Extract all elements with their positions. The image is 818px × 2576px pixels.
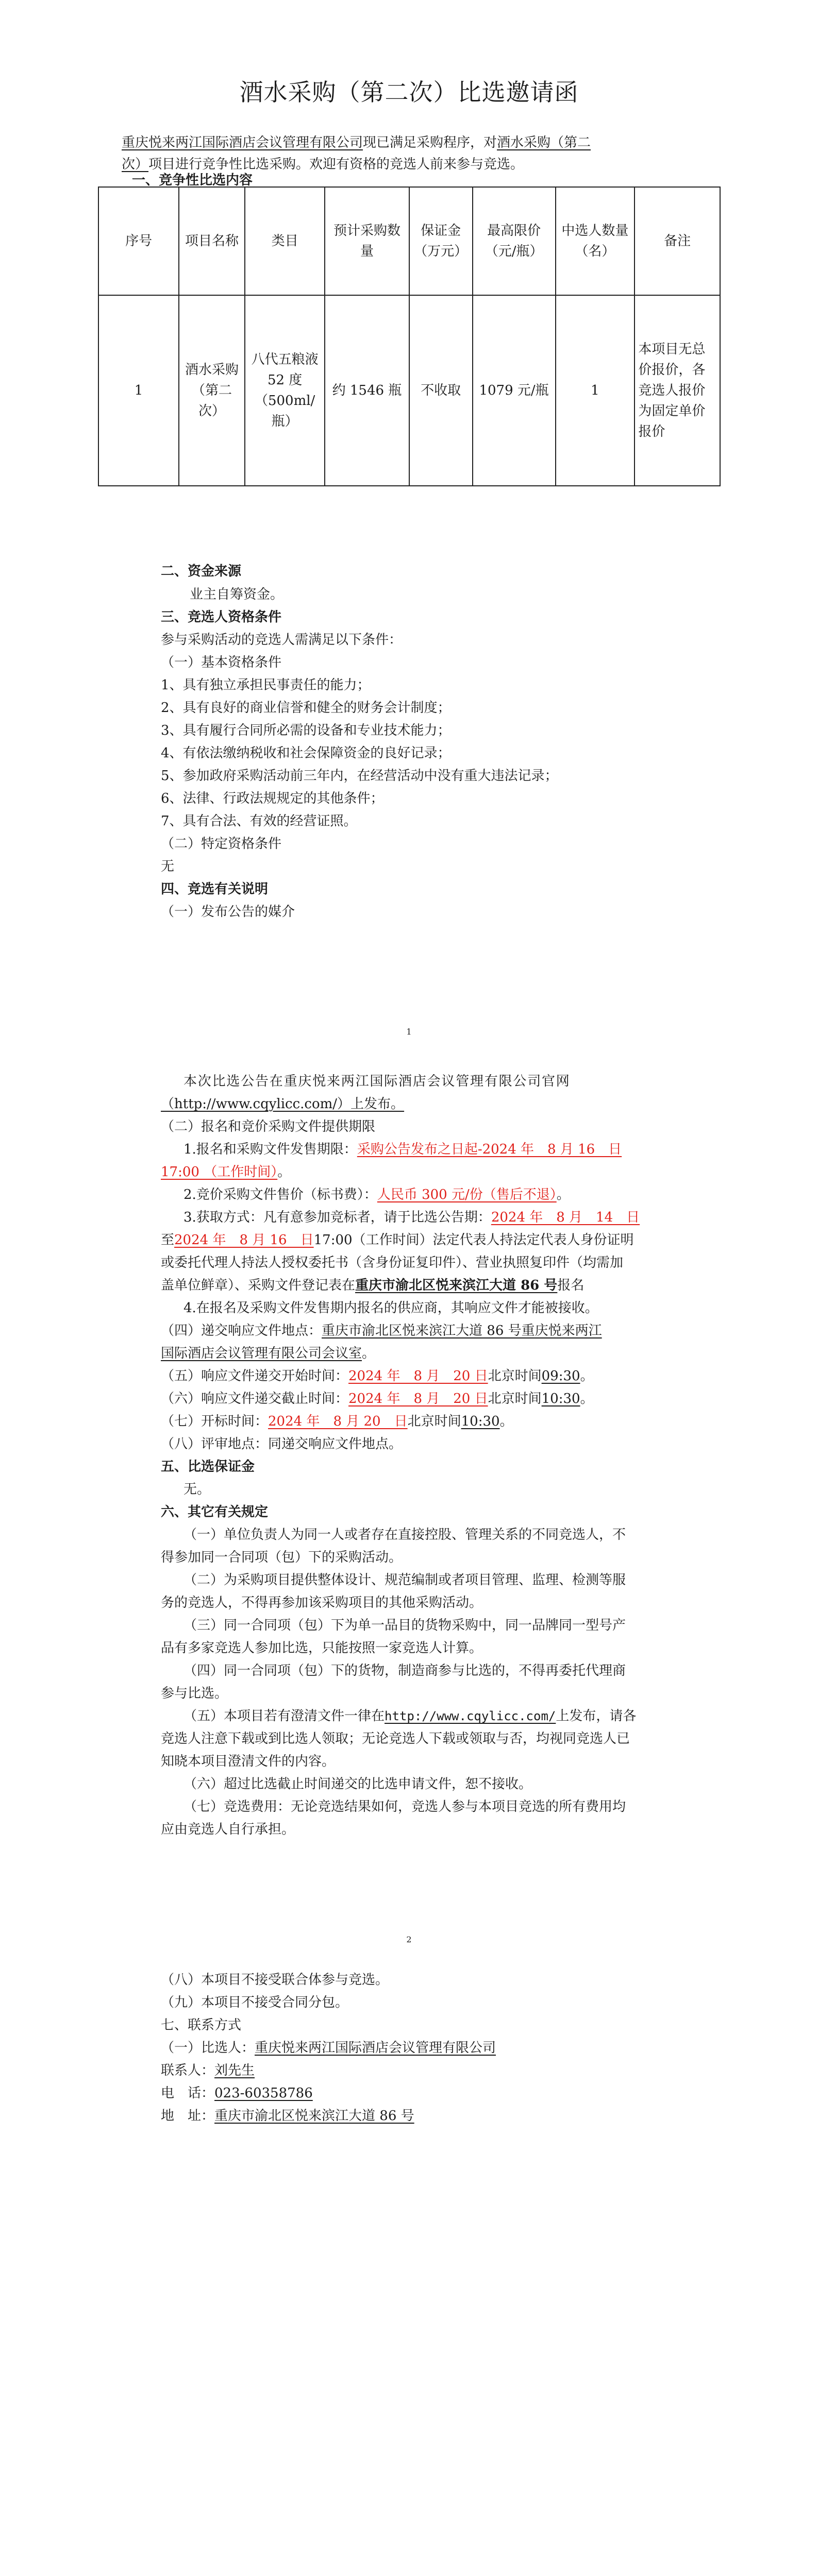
rule-3-line-2: 品有多家竞选人参加比选，只能按照一家竞选人计算。 (161, 1640, 483, 1656)
basic-qualification-title: （一）基本资格条件 (161, 655, 282, 670)
section-6-heading: 六、其它有关规定 (161, 1504, 269, 1520)
header-cell-project: 项目名称 (179, 187, 245, 295)
header-cell-deposit: 保证金（万元） (409, 187, 473, 295)
opening-label: （七）开标时间： (161, 1414, 269, 1429)
cell-winners: 1 (556, 295, 635, 486)
reg3-label: 3.获取方式：凡有意参加竞标者，请于比选公告期： (183, 1210, 491, 1225)
rule5-c: 上发布，请各 (556, 1708, 637, 1724)
section-7-heading: 七、联系方式 (161, 2018, 242, 2033)
header-cell-remarks: 备注 (635, 187, 720, 295)
reg2-end: 。 (556, 1187, 570, 1202)
special-qualification-title: （二）特定资格条件 (161, 836, 282, 852)
basic-item-3: 3、具有履行合同所必需的设备和专业技术能力； (161, 723, 451, 738)
reg3-address: 重庆市渝北区悦来滨江大道 86 号 (355, 1278, 558, 1293)
rule-2-line-2: 务的竞选人，不得再参加该采购项目的其他采购活动。 (161, 1595, 483, 1611)
opening-end: 。 (499, 1414, 513, 1429)
page-number-2: 2 (406, 1935, 412, 1944)
deadline-time: 10:30 (541, 1391, 580, 1406)
rule-6: （六）超过比选截止时间递交的比选申请文件，恕不接收。 (183, 1776, 532, 1792)
submission-place (161, 1321, 602, 1340)
rule-2-line-1: （二）为采购项目提供整体设计、规范编制或者项目管理、监理、检测等服 (183, 1572, 626, 1588)
submit-address: 重庆市渝北区悦来滨江大道 86 号重庆悦来两江 (322, 1323, 602, 1338)
submit-address-cont: 国际酒店会议管理有限公司会议室 (161, 1346, 362, 1361)
cell-remarks: 本项目无总价报价，各竞选人报价为固定单价报价 (635, 295, 720, 486)
contact-company: 重庆悦来两江国际酒店会议管理有限公司 (255, 2040, 496, 2056)
rule5-a: （五）本项目若有澄清文件一律在 (183, 1708, 385, 1724)
reg1-period: 采购公告发布之日起-2024 年 8 月 16 日 (357, 1142, 622, 1157)
start-end: 。 (580, 1368, 594, 1384)
deadline-end: 。 (580, 1391, 594, 1406)
cell-deposit: 不收取 (409, 295, 473, 486)
section-2-heading: 二、资金来源 (161, 564, 242, 579)
submission-place-cont (161, 1344, 375, 1363)
reg3-l3-a: 盖单位鲜章）、采购文件登记表在 (161, 1278, 356, 1293)
registration-item-3-line-3 (161, 1276, 584, 1295)
basic-item-6: 6、法律、行政法规规定的其他条件； (161, 791, 384, 806)
purchaser-name: 重庆悦来两江国际酒店会议管理有限公司 (122, 135, 363, 150)
rule-5-line-3: 知晓本项目澄清文件的内容。 (161, 1754, 336, 1769)
rule-1-line-1: （一）单位负责人为同一人或者存在直接控股、管理关系的不同竞选人，不 (183, 1527, 626, 1543)
reg3-detail: 17:00（工作时间）法定代表人持法定代表人身份证明 (313, 1232, 634, 1248)
rule-8: （八）本项目不接受联合体参与竞选。 (161, 1972, 389, 1988)
reg2-price: 人民币 300 元/份（售后不退） (377, 1187, 557, 1202)
reg2-label: 2.竞价采购文件售价（标书费）： (183, 1187, 377, 1202)
intro-text: 现已满足采购程序，对 (363, 135, 497, 150)
basic-item-7: 7、具有合法、有效的经营证照。 (161, 814, 357, 829)
table-header-row (98, 187, 720, 295)
cell-max-price: 1079 元/瓶 (473, 295, 556, 486)
rule-7-line-1: （七）竞选费用：无论竞选结果如何，竞选人参与本项目竞选的所有费用均 (183, 1799, 626, 1815)
section-5-heading: 五、比选保证金 (161, 1459, 255, 1475)
qualification-intro: 参与采购活动的竞选人需满足以下条件： (161, 632, 403, 648)
cell-project: 酒水采购（第二次） (179, 295, 245, 486)
special-qualification-value: 无 (161, 859, 175, 874)
registration-item-2 (183, 1185, 570, 1204)
rule-5-line-1 (183, 1707, 636, 1725)
reg3-to: 至 (161, 1232, 175, 1248)
contact-label: （一）比选人： (161, 2040, 255, 2056)
media-line-1: 本次比选公告在重庆悦来两江国际酒店会议管理有限公司官网 (183, 1074, 571, 1089)
contact-person (161, 2061, 255, 2080)
deposit-text: 无。 (183, 1482, 211, 1497)
deadline-date: 2024 年 8 月 20 日 (348, 1391, 488, 1406)
media-title: （一）发布公告的媒介 (161, 904, 295, 920)
page-title: 酒水采购（第二次）比选邀请函 (239, 78, 579, 106)
contact-purchaser (161, 2039, 496, 2057)
header-cell-quantity: 预计采购数量 (325, 187, 409, 295)
contact-person-label: 联系人： (161, 2063, 215, 2078)
clarification-url[interactable]: http://www.cqylicc.com/ (385, 1709, 556, 1723)
basic-item-2: 2、具有良好的商业信誉和健全的财务会计制度； (161, 700, 451, 716)
address-label: 地 址： (161, 2108, 215, 2124)
address-value: 重庆市渝北区悦来滨江大道 86 号 (214, 2108, 414, 2124)
submission-deadline (161, 1389, 594, 1408)
registration-item-3-line-2: 或委托代理人持法人授权委托书（含身份证复印件）、营业执照复印件（均需加 (161, 1255, 624, 1270)
funding-text: 业主自筹资金。 (190, 587, 284, 602)
opening-date: 2024 年 8 月 20 日 (268, 1414, 408, 1429)
contact-phone (161, 2084, 313, 2103)
reg3-end-date: 2024 年 8 月 16 日 (174, 1232, 314, 1248)
submit-label: （四）递交响应文件地点： (161, 1323, 322, 1338)
start-date: 2024 年 8 月 20 日 (348, 1368, 488, 1384)
cell-quantity: 约 1546 瓶 (325, 295, 409, 486)
start-label: （五）响应文件递交开始时间： (161, 1368, 349, 1384)
start-beijing: 北京时间 (488, 1368, 542, 1384)
start-time: 09:30 (541, 1368, 580, 1384)
phone-label: 电 话： (161, 2086, 215, 2101)
registration-item-1-cont (161, 1163, 291, 1181)
rule-9: （九）本项目不接受合同分包。 (161, 1995, 349, 2010)
submission-start-time (161, 1367, 594, 1385)
media-line-2: （http://www.cqylicc.com/）上发布。 (161, 1096, 405, 1112)
contact-address (161, 2107, 414, 2125)
basic-item-5: 5、参加政府采购活动前三年内，在经营活动中没有重大违法记录； (161, 768, 558, 784)
rule-7-line-2: 应由竞选人自行承担。 (161, 1822, 295, 1837)
table-row (98, 295, 720, 486)
cell-category: 八代五粮液 52 度（500ml/瓶） (245, 295, 325, 486)
opening-beijing: 北京时间 (407, 1414, 461, 1429)
header-cell-winners: 中选人数量（名） (556, 187, 635, 295)
reg1-label: 1.报名和采购文件发售期限： (183, 1142, 357, 1157)
submit-end: 。 (362, 1346, 376, 1361)
deadline-beijing: 北京时间 (488, 1391, 542, 1406)
registration-item-4: 4.在报名及采购文件发售期内报名的供应商，其响应文件才能被接收。 (183, 1300, 598, 1316)
reg1-time: 17:00 （工作时间） (161, 1164, 278, 1180)
header-cell-seq: 序号 (98, 187, 179, 295)
reg3-l3-c: 报名 (557, 1278, 585, 1293)
rule-5-line-2: 竞选人注意下载或到比选人领取；无论竞选人下载或领取与否，均视同竞选人已 (161, 1731, 630, 1747)
intro-line-1 (122, 133, 591, 152)
registration-title: （二）报名和竞价采购文件提供期限 (161, 1119, 376, 1134)
registration-item-3 (183, 1208, 640, 1227)
reg3-start-date: 2024 年 8 月 14 日 (491, 1210, 640, 1225)
contact-person-name: 刘先生 (214, 2063, 255, 2078)
intro-text-2: 项目进行竞争性比选采购。欢迎有资格的竞选人前来参与竞选。 (148, 157, 524, 172)
cell-seq: 1 (98, 295, 179, 486)
reg1-end: 。 (277, 1164, 291, 1180)
deadline-label: （六）响应文件递交截止时间： (161, 1391, 349, 1406)
registration-item-1 (183, 1140, 622, 1159)
rule-1-line-2: 得参加同一合同项（包）下的采购活动。 (161, 1550, 403, 1565)
section-4-heading: 四、竞选有关说明 (161, 882, 269, 897)
phone-number: 023-60358786 (214, 2086, 313, 2101)
evaluation-place: （八）评审地点：同递交响应文件地点。 (161, 1436, 403, 1452)
header-cell-max-price: 最高限价（元/瓶） (473, 187, 556, 295)
project-name-cont: 次） (122, 157, 149, 172)
registration-item-3-cont (161, 1231, 634, 1249)
page-number-1: 1 (406, 1027, 412, 1037)
rule-4-line-1: （四）同一合同项（包）下的货物，制造商参与比选的，不得再委托代理商 (183, 1663, 626, 1679)
header-cell-category: 类目 (245, 187, 325, 295)
bid-content-table (98, 187, 721, 486)
basic-item-4: 4、有依法缴纳税收和社会保障资金的良好记录； (161, 745, 451, 761)
section-1-heading: 一、竞争性比选内容 (132, 173, 253, 188)
basic-item-1: 1、具有独立承担民事责任的能力； (161, 677, 371, 693)
section-3-heading: 三、竞选人资格条件 (161, 609, 282, 625)
project-name: 酒水采购（第二 (497, 135, 591, 150)
opening-time (161, 1412, 513, 1431)
rule-3-line-1: （三）同一合同项（包）下为单一品目的货物采购中，同一品牌同一型号产 (183, 1618, 626, 1633)
opening-clock: 10:30 (461, 1414, 500, 1429)
rule-4-line-2: 参与比选。 (161, 1686, 228, 1701)
